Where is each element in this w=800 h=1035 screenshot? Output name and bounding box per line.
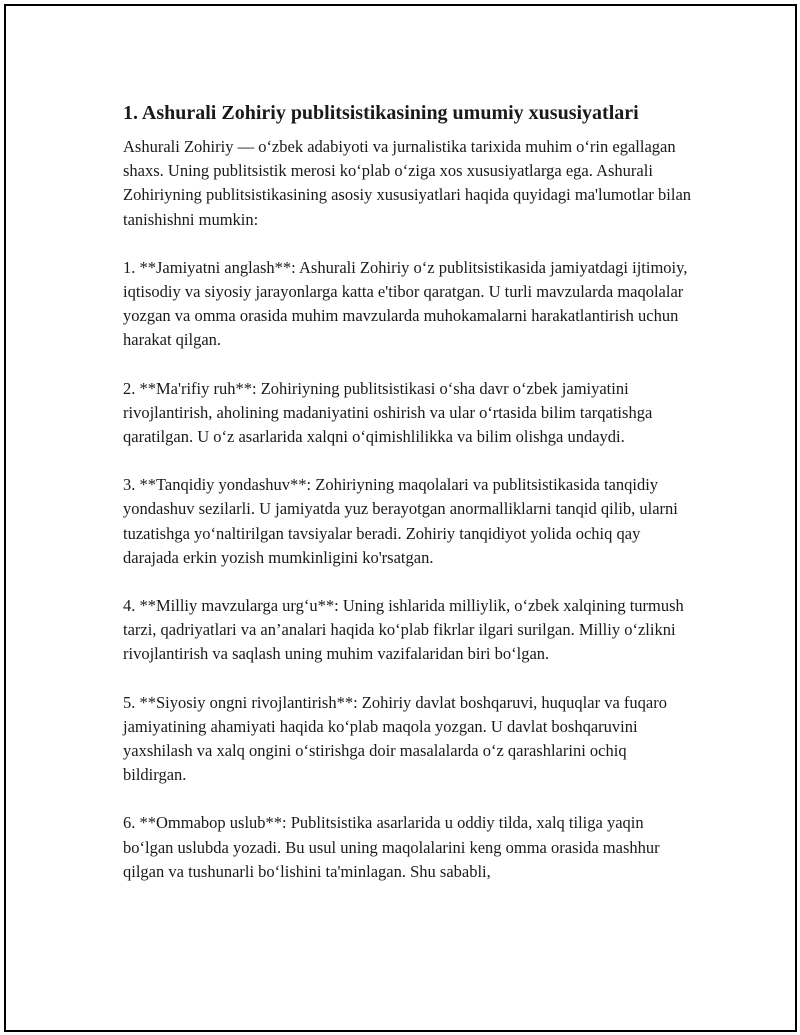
- paragraph-tanqidiy-yondashuv: 3. **Tanqidiy yondashuv**: Zohiriyning maqolalari va publitsistikasida tanqidiy yondashuv sezilarli. U jamiyatda yuz berayotgan anormalliklarni tanqid qilib, ularni tuzatishga yo‘naltirilgan tavsiyalar beradi. Zohiriy tanqidiyot yolida ochiq qay darajada erkin yozish mumkinligini ko'rsatgan.: [123, 475, 678, 567]
- intro-paragraph: Ashurali Zohiriy — o‘zbek adabiyoti va jurnalistika tarixida muhim o‘rin egallagan shaxs. Uning publitsistik merosi ko‘plab o‘ziga xos xususiyatlarga ega. Ashurali Zohiriyning publitsistikasining asosiy xususiyatlari haqida quyidagi ma'lumotlar bilan tanishishni mumkin:: [123, 137, 692, 229]
- document-title: 1. Ashurali Zohiriy publitsistikasining umumiy xususiyatlari: [123, 102, 639, 124]
- paragraph-milliy-mavzular: 4. **Milliy mavzularga urg‘u**: Uning ishlarida milliylik, o‘zbek xalqining turmush tarzi, qadriyatlari va an’analari haqida ko‘plab fikrlar ilgari surilgan. Milliy o‘zlikni rivojlantirish va saqlash uning muhim vazifalaridan biri bo‘lgan.: [123, 596, 684, 664]
- document-body: [123, 99, 693, 908]
- paragraph-ommabop-uslub: 6. **Ommabop uslub**: Publitsistika asarlarida u oddiy tilda, xalq tiliga yaqin bo‘lgan uslubda yozadi. Bu usul uning maqolalarini keng omma orasida mashhur qilgan va tushunarli bo‘lishini ta'minlagan. Shu sababli,: [123, 813, 660, 881]
- paragraph-siyosiy-ong: 5. **Siyosiy ongni rivojlantirish**: Zohiriy davlat boshqaruvi, huquqlar va fuqaro jamiyatining ahamiyati haqida ko‘plab maqola yozgan. U davlat boshqaruvini yaxshilash va xalq ongini o‘stirishga doir masalalarda o‘z qarashlarini ochiq bildirgan.: [123, 692, 667, 785]
- paragraph-jamiyatni-anglash: 1. **Jamiyatni anglash**: Ashurali Zohiriy o‘z publitsistikasida jamiyatdagi ijtimoiy, iqtisodiy va siyosiy jarayonlarga katta e'tibor qaratgan. U turli mavzularda maqolalar yozgan va omma orasida muhim mavzularda muhokamalarni harakatlantirish uchun harakat qilgan.: [123, 257, 688, 350]
- page-frame: [4, 4, 797, 1032]
- paragraph-marifiy-ruh: 2. **Ma'rifiy ruh**: Zohiriyning publitsistikasi o‘sha davr o‘zbek jamiyatini rivojlantirish, aholining madaniyatini oshirish va ular o‘rtasida bilim tarqatishga qaratilgan. U o‘z asarlarida xalqni o‘qimishlilikka va bilim olishga undaydi.: [123, 378, 653, 447]
